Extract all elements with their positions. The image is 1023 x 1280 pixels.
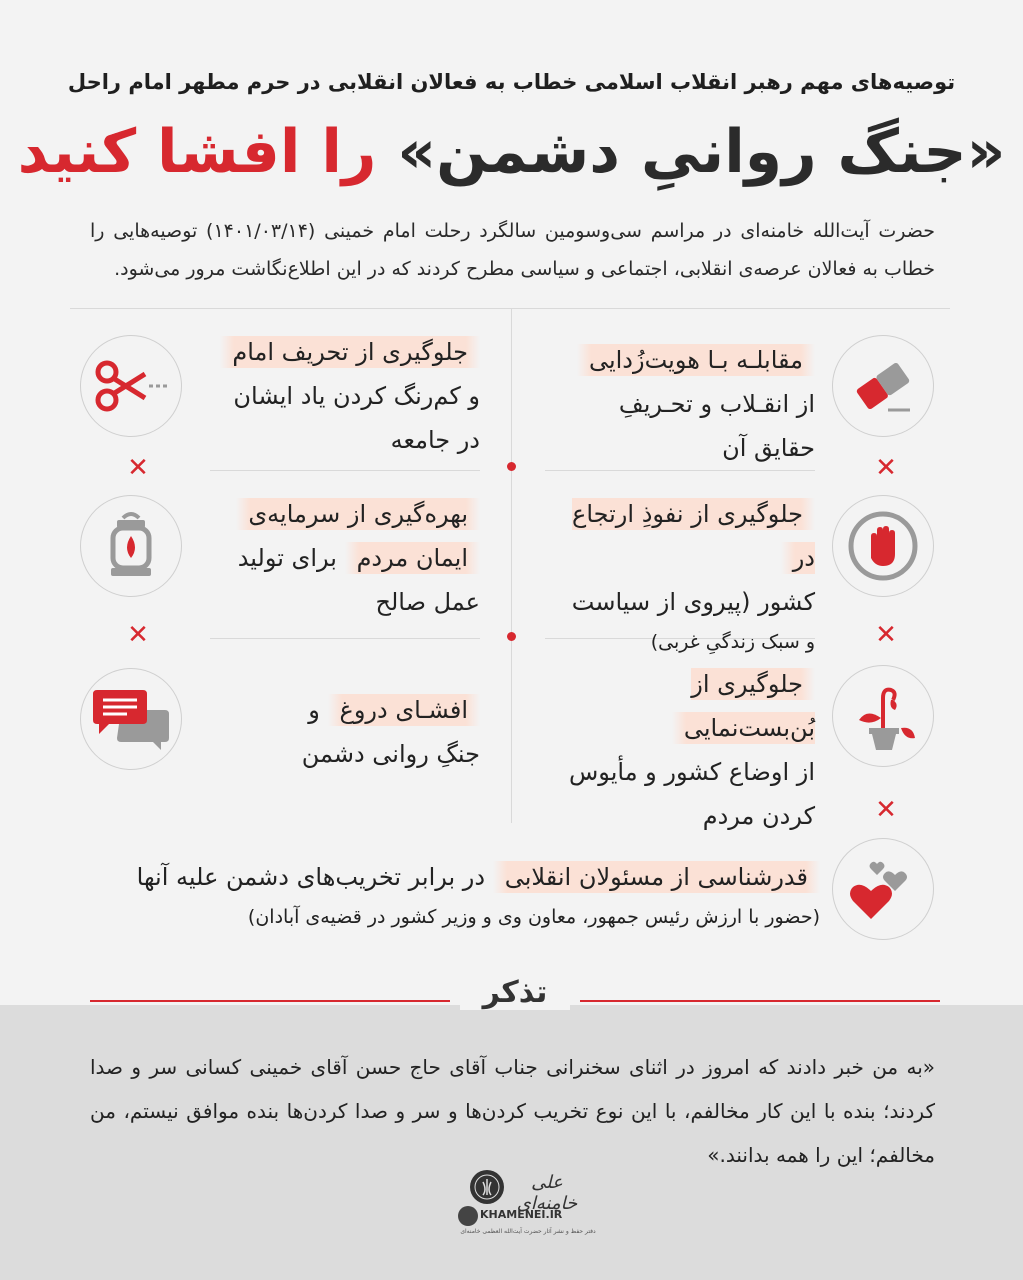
center-dot-1	[507, 462, 516, 471]
cross-mark: ✕	[875, 620, 897, 650]
remember-line-right	[580, 1000, 940, 1002]
recommendation-1-line2: از انقـلاب و تحـریفِ	[618, 390, 815, 418]
recommendation-7-line1: در برابر تخریب‌های دشمن علیه آنها	[136, 863, 486, 891]
emblem-icon	[470, 1170, 504, 1204]
hearts-icon	[832, 838, 934, 940]
recommendation-7-note: (حضور با ارزش رئیس جمهور، معاون وی و وزیر کشور در قضیه‌ی آبادان)	[247, 906, 820, 928]
remember-title: تذکر	[460, 975, 570, 1010]
remember-quote: «به من خبر دادند که امروز در اثنای سخنرانی جناب آقای حاج حسن آقای خمینی کسانی سر و صدا کردند؛ بنده با این کار مخالفم، با این نوع تخریب کردن‌ها و سر و صدا کردن‌ها بنده موافق نیستم، من مخالفم؛ این را همه بدانند.»	[90, 1055, 935, 1167]
recommendation-6-conj: و	[308, 696, 320, 724]
recommendation-2-highlight: جلوگیری از تحریف امام	[220, 336, 480, 368]
recommendation-5-line2: از اوضاع کشور و مأیوس	[569, 758, 815, 786]
recommendation-3	[545, 492, 815, 660]
cross-mark: ✕	[127, 620, 149, 650]
recommendation-4-line3: عمل صالح	[375, 588, 480, 616]
cross-mark: ✕	[127, 453, 149, 483]
recommendation-2-line3: در جامعه	[390, 426, 480, 454]
recommendation-4-line2: برای تولید	[237, 544, 337, 572]
top-divider	[70, 308, 950, 309]
recommendation-4	[210, 492, 480, 624]
recommendation-6-line2: جنگِ روانی دشمن	[301, 740, 480, 768]
logo-icon	[458, 1206, 478, 1226]
cross-mark: ✕	[875, 453, 897, 483]
recommendation-7	[130, 855, 820, 935]
recommendation-6-highlight: افشـای دروغ	[328, 694, 481, 726]
divider-l1	[210, 470, 480, 471]
site-name: KHAMENEI.IR	[480, 1208, 563, 1221]
intro-paragraph: حضرت آیت‌الله خامنه‌ای در مراسم سی‌وسومین سالگرد رحلت امام خمینی (۱۴۰۱/۰۳/۱۴) توصیه‌هایی را خطاب به فعالان عرصه‌ی انقلابی، اجتماعی و سیاسی مطرح کردند که در این اطلاع‌نگاشت مرور می‌شود.	[90, 220, 935, 280]
signature: علی خامنه‌ای	[516, 1172, 578, 1214]
super-title: توصیه‌های مهم رهبر انقلاب اسلامی خطاب به فعالان انقلابی در حرم مطهر امام راحل	[67, 70, 956, 94]
headline-part1: «جنگ روانیِ دشمن»	[397, 117, 1006, 187]
divider-r1	[545, 470, 815, 471]
recommendation-3-line3: و سبک زندگیِ غربی)	[650, 631, 815, 653]
recommendation-1	[545, 338, 815, 470]
stop-hand-icon	[832, 495, 934, 597]
center-divider	[511, 308, 512, 823]
recommendation-6	[210, 688, 480, 776]
center-dot-2	[507, 632, 516, 641]
recommendation-7-highlight: قدرشناسی از مسئولان انقلابی	[493, 861, 820, 893]
divider-l2	[210, 638, 480, 639]
recommendation-3-highlight: جلوگیری از نفوذِ ارتجاع در	[572, 500, 815, 572]
recommendation-2	[210, 330, 480, 462]
eraser-icon	[832, 335, 934, 437]
recommendation-1-line3: حقایق آن	[722, 434, 815, 462]
chat-bubbles-icon	[80, 668, 182, 770]
recommendation-2-line2: و کم‌رنگ کردن یاد ایشان	[233, 382, 480, 410]
recommendation-4-highlight2: ایمان مردم	[345, 542, 480, 574]
site-tagline: دفتر حفظ و نشر آثار حضرت آیت‌الله العظمی خامنه‌ای	[460, 1228, 596, 1235]
remember-line-left	[90, 1000, 450, 1002]
recommendation-5	[545, 662, 815, 838]
headline-part2: را افشا کنید	[17, 117, 377, 187]
lantern-icon	[80, 495, 182, 597]
recommendation-5-line3: کردن مردم	[702, 802, 815, 830]
scissors-icon	[80, 335, 182, 437]
recommendation-4-highlight: بهره‌گیری از سرمایه‌ی	[236, 498, 480, 530]
recommendation-5-highlight: جلوگیری از بُن‌بست‌نمایی	[672, 668, 815, 744]
recommendation-1-highlight: مقابلـه بـا هویت‌زُدایی	[577, 344, 815, 376]
wilted-plant-icon	[832, 665, 934, 767]
headline	[0, 112, 1023, 192]
recommendation-3-line2: کشور (پیروی از سیاست	[571, 588, 815, 616]
cross-mark: ✕	[875, 795, 897, 825]
